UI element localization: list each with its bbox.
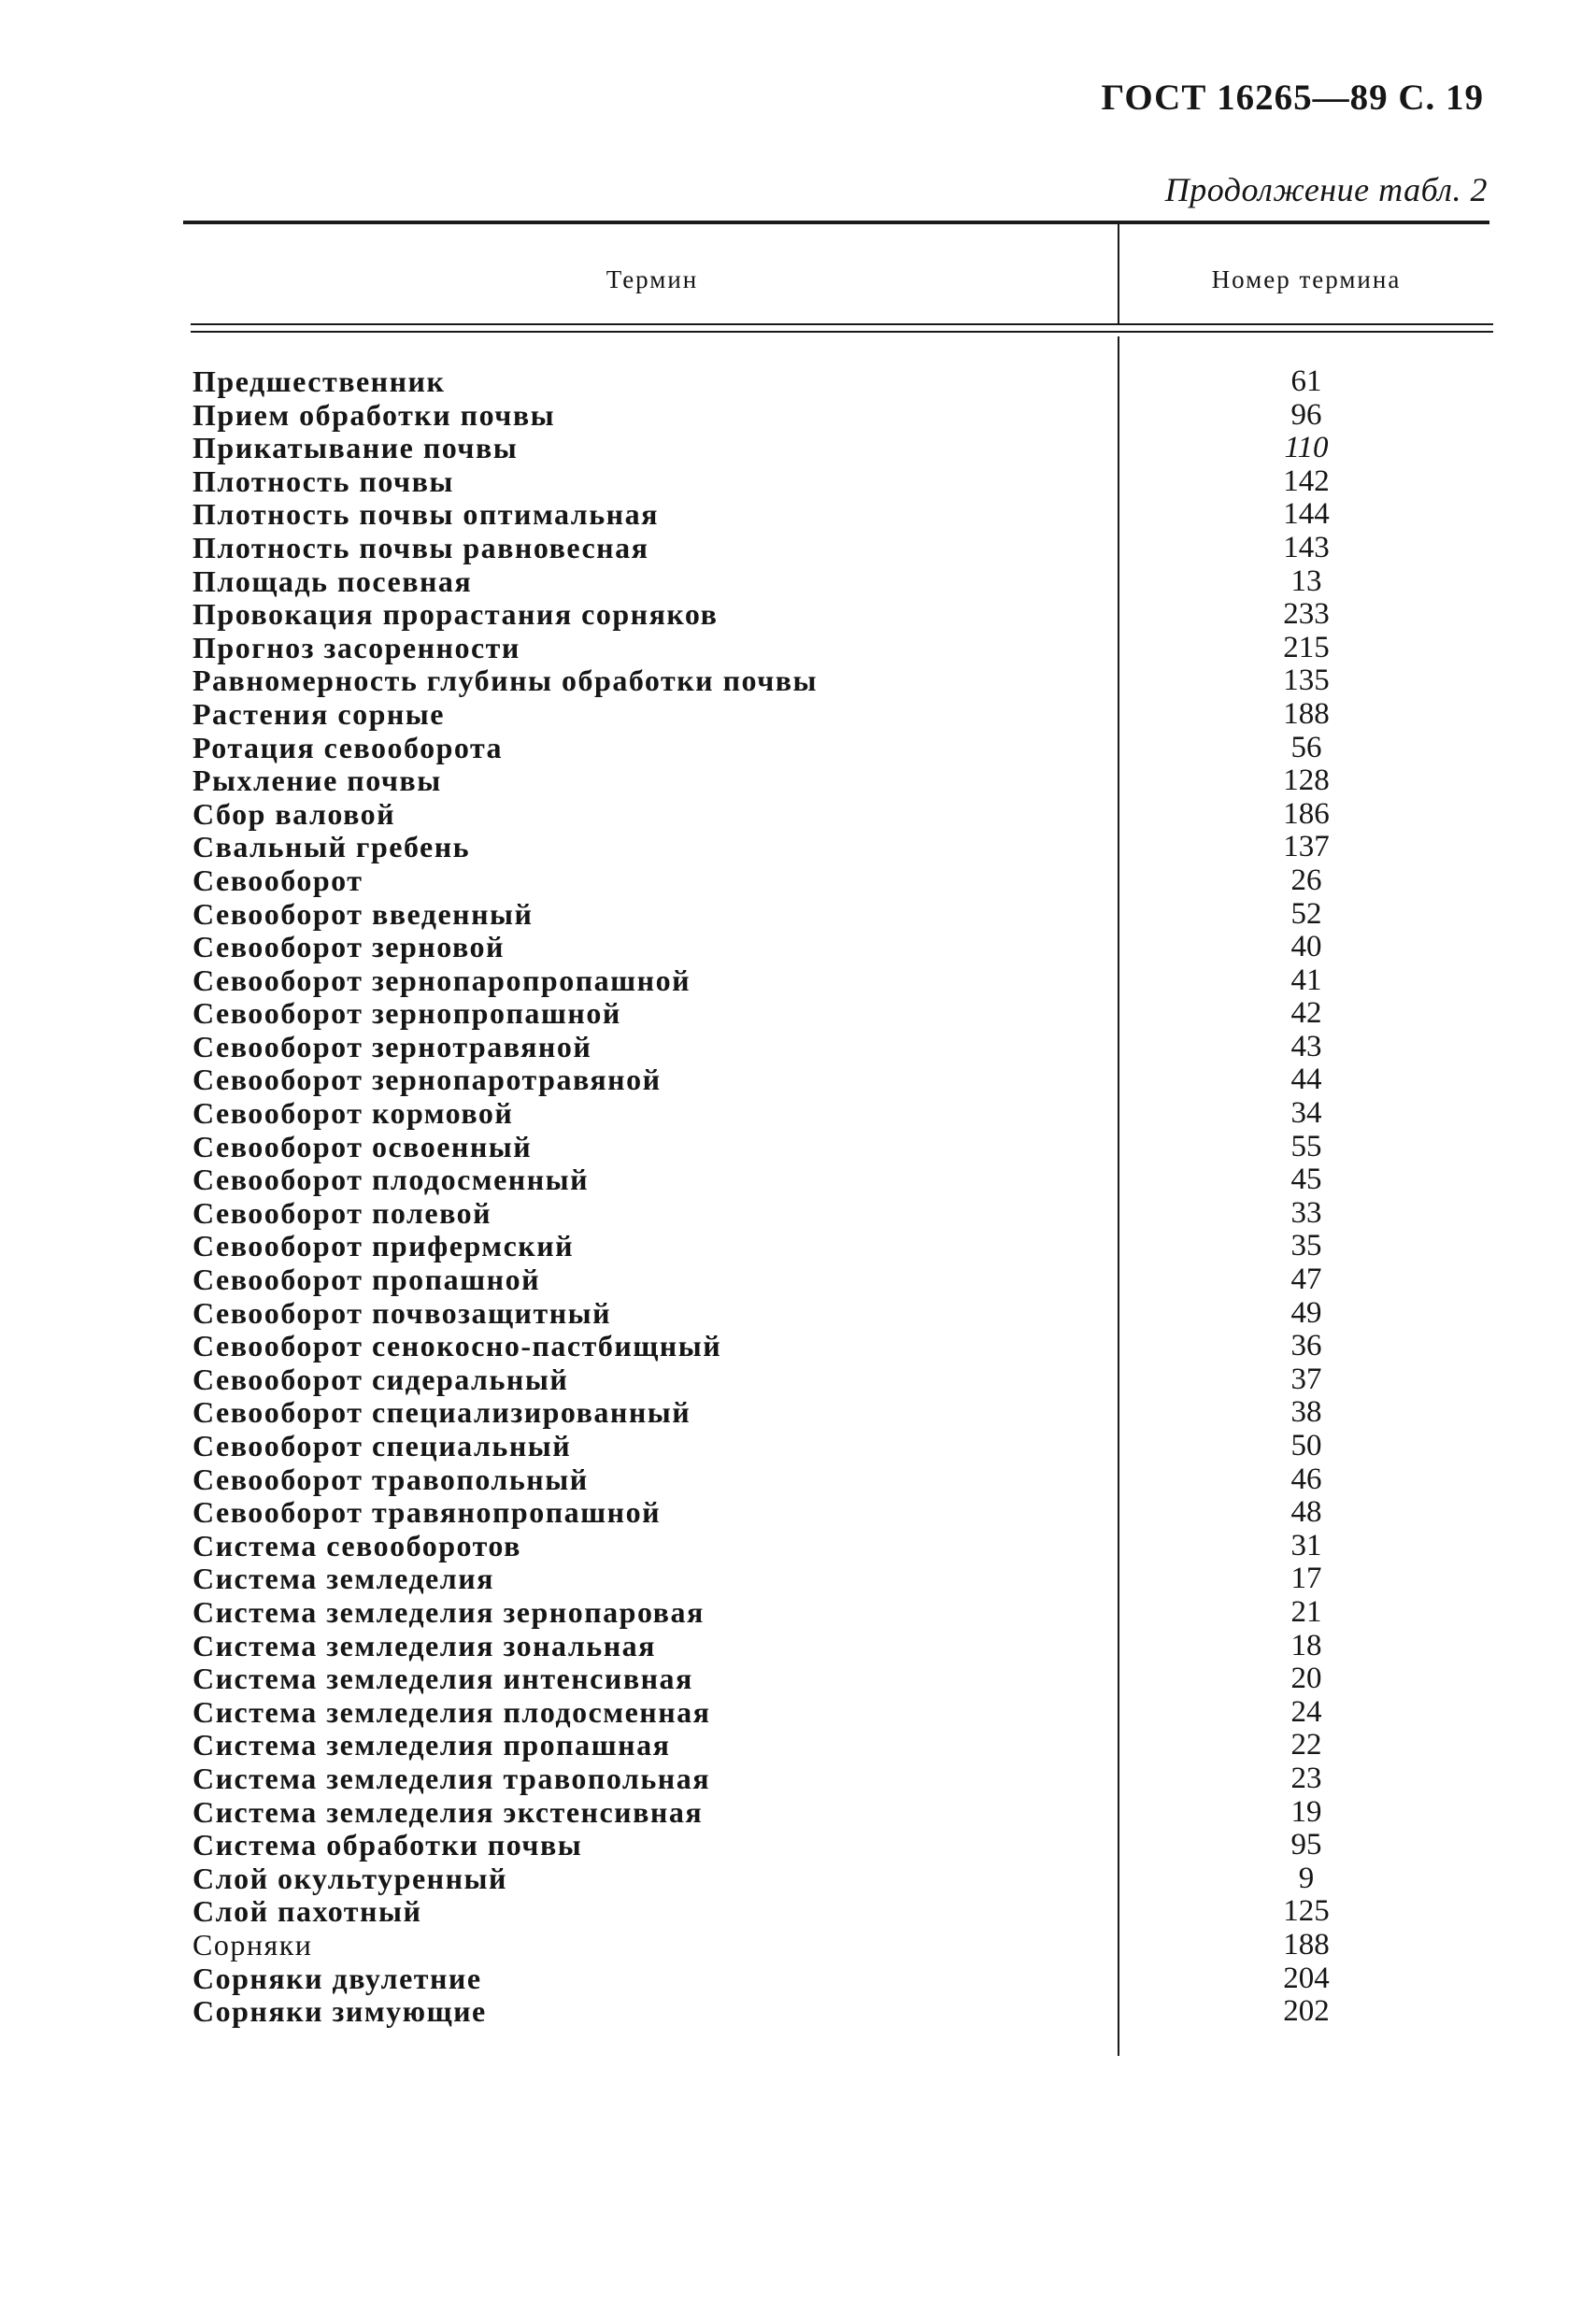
term-number-cell: 17 [1290,1562,1322,1596]
table-row [0,465,1596,499]
term-cell: Система земледелия экстенсивная [192,1794,704,1829]
term-cell: Сорняки зимующие [192,1994,487,2029]
table-row [0,565,1596,599]
term-cell: Растения сорные [192,696,445,731]
table-row [0,698,1596,732]
table-row [0,1163,1596,1197]
table-row [0,1829,1596,1862]
term-number-cell: 46 [1290,1462,1322,1496]
term-number-cell: 44 [1290,1063,1322,1097]
term-cell: Рыхление почвы [192,763,442,798]
term-cell: Севооборот кормовой [192,1096,514,1131]
term-number-cell: 24 [1290,1694,1322,1729]
term-number-cell: 37 [1290,1362,1322,1396]
table-row [0,1962,1596,1996]
table-row [0,1396,1596,1430]
term-cell: Севооборот освоенный [192,1129,533,1163]
term-number-cell: 18 [1290,1628,1322,1662]
term-number-cell: 186 [1283,796,1330,831]
table-row [0,1796,1596,1830]
term-cell: Система земледелия зональная [192,1628,656,1662]
term-number-cell: 96 [1290,397,1322,432]
table-continuation-label: Продолжение табл. 2 [1164,171,1488,208]
table-header-rule-lower [191,331,1493,333]
term-cell: Равномерность глубины обработки почвы [192,663,818,698]
term-number-cell: 202 [1283,1994,1330,2029]
table-row [0,898,1596,932]
term-number-cell: 233 [1283,597,1330,632]
term-cell: Севооборот [192,863,363,897]
table-row [0,931,1596,964]
table-row [0,798,1596,832]
term-number-cell: 45 [1290,1163,1322,1197]
table-row [0,664,1596,698]
table-row [0,1063,1596,1097]
term-number-cell: 49 [1290,1295,1322,1330]
column-header-term-number: Номер термина [1211,265,1402,293]
term-number-cell: 137 [1283,830,1330,864]
term-number-cell: 95 [1290,1828,1322,1862]
table-row [0,498,1596,532]
term-number-cell: 215 [1283,630,1330,664]
term-number-cell: 43 [1290,1029,1322,1063]
table-row [0,1430,1596,1463]
table-row [0,1995,1596,2029]
term-cell: Севооборот введенный [192,896,534,931]
term-number-cell: 135 [1283,663,1330,698]
term-cell: Севооборот почвозащитный [192,1295,612,1330]
term-cell: Плотность почвы оптимальная [192,497,659,532]
term-cell: Прогноз засоренности [192,630,520,664]
table-row [0,1562,1596,1596]
table-row [0,1862,1596,1896]
term-number-cell: 19 [1290,1794,1322,1829]
term-cell: Севооборот зернопаропропашной [192,963,691,997]
table-row [0,1530,1596,1563]
table-row [0,831,1596,864]
term-cell: Сорняки двулетние [192,1961,482,1995]
table-row [0,632,1596,665]
table-body [0,365,1596,2029]
term-number-cell: 33 [1290,1195,1322,1230]
table-row [0,864,1596,898]
term-number-cell: 143 [1283,530,1330,564]
term-cell: Плотность почвы равновесная [192,530,649,564]
term-cell: Площадь посевная [192,564,473,598]
term-number-cell: 61 [1290,364,1322,398]
term-cell: Система обработки почвы [192,1828,583,1862]
term-cell: Прикатывание почвы [192,431,519,465]
term-cell: Слой окультуренный [192,1861,507,1895]
term-cell: Севооборот плодосменный [192,1163,590,1197]
table-row [0,1729,1596,1762]
table-row [0,1197,1596,1231]
table-row [0,1031,1596,1064]
term-cell: Предшественник [192,364,446,398]
term-number-cell: 38 [1290,1395,1322,1430]
table-row [0,1762,1596,1796]
term-cell: Севооборот специальный [192,1429,572,1462]
table-row [0,964,1596,998]
term-number-cell: 42 [1290,996,1322,1031]
table-row [0,1463,1596,1497]
term-number-cell: 9 [1298,1861,1315,1895]
table-row [0,732,1596,765]
term-cell: Севооборот зерновой [192,930,505,964]
term-cell: Система севооборотов [192,1528,521,1562]
term-cell: Система земледелия [192,1562,494,1596]
term-number-cell: 188 [1283,696,1330,731]
page-header-gost-reference: ГОСТ 16265—89 С. 19 [1101,78,1484,118]
table-row [0,1330,1596,1363]
term-cell: Прием обработки почвы [192,397,556,432]
column-header-term: Термин [606,265,699,293]
term-number-cell: 142 [1283,464,1330,498]
table-row [0,399,1596,433]
term-number-cell: 204 [1283,1961,1330,1995]
table-row [0,764,1596,798]
term-number-cell: 22 [1290,1728,1322,1762]
table-row [0,1297,1596,1331]
term-cell: Севооборот травопольный [192,1462,589,1496]
table-row [0,532,1596,565]
term-cell: Севооборот зернотравяной [192,1029,592,1063]
term-number-cell: 188 [1283,1927,1330,1962]
term-cell: Сорняки [192,1927,313,1962]
table-row [0,997,1596,1031]
term-cell: Система земледелия пропашная [192,1728,671,1762]
table-row [0,1929,1596,1962]
term-number-cell: 110 [1284,431,1329,465]
term-number-cell: 47 [1290,1263,1322,1297]
term-cell: Севооборот зернопаротравяной [192,1063,662,1097]
table-row [0,1230,1596,1263]
table-top-rule [183,221,1489,224]
table-row [0,1097,1596,1131]
table-row [0,1662,1596,1696]
term-cell: Ротация севооборота [192,730,504,764]
term-number-cell: 128 [1283,763,1330,798]
term-cell: Севооборот пропашной [192,1263,540,1297]
term-number-cell: 125 [1283,1894,1330,1929]
table-row [0,1895,1596,1929]
term-cell: Свальный гребень [192,830,471,864]
table-row [0,432,1596,465]
term-cell: Севооборот полевой [192,1195,492,1230]
term-cell: Провокация прорастания сорняков [192,597,719,632]
term-number-cell: 36 [1290,1329,1322,1363]
term-cell: Сбор валовой [192,796,396,831]
term-number-cell: 35 [1290,1229,1322,1263]
term-cell: Система земледелия плодосменная [192,1694,711,1729]
term-cell: Севооборот специализированный [192,1395,691,1430]
table-row [0,1263,1596,1297]
table-row [0,1630,1596,1663]
table-row [0,1496,1596,1530]
term-number-cell: 34 [1290,1096,1322,1131]
term-number-cell: 13 [1290,564,1322,598]
term-cell: Севооборот прифермский [192,1229,575,1263]
term-number-cell: 52 [1290,896,1322,931]
term-cell: Севооборот сенокосно-пастбищный [192,1329,722,1363]
term-cell: Севооборот зернопропашной [192,996,621,1031]
term-number-cell: 40 [1290,930,1322,964]
term-number-cell: 144 [1283,497,1330,532]
term-number-cell: 26 [1290,863,1322,897]
table-row [0,1363,1596,1397]
term-number-cell: 20 [1290,1662,1322,1696]
table-row [0,365,1596,399]
term-cell: Система земледелия травопольная [192,1761,711,1795]
table-header-rule-upper [191,323,1493,325]
table-row [0,1131,1596,1164]
term-number-cell: 31 [1290,1528,1322,1562]
term-cell: Система земледелия интенсивная [192,1662,693,1696]
term-number-cell: 50 [1290,1429,1322,1462]
term-cell: Система земледелия зернопаровая [192,1594,705,1629]
table-row [0,1696,1596,1730]
table-row [0,598,1596,632]
term-cell: Слой пахотный [192,1894,422,1929]
term-cell: Плотность почвы [192,464,454,498]
term-number-cell: 21 [1290,1594,1322,1629]
term-number-cell: 41 [1290,963,1322,997]
term-number-cell: 56 [1290,730,1322,764]
term-cell: Севооборот травянопропашной [192,1495,662,1530]
table-row [0,1596,1596,1630]
term-number-cell: 55 [1290,1129,1322,1163]
term-number-cell: 48 [1290,1495,1322,1530]
term-cell: Севооборот сидеральный [192,1362,569,1396]
term-number-cell: 23 [1290,1761,1322,1795]
